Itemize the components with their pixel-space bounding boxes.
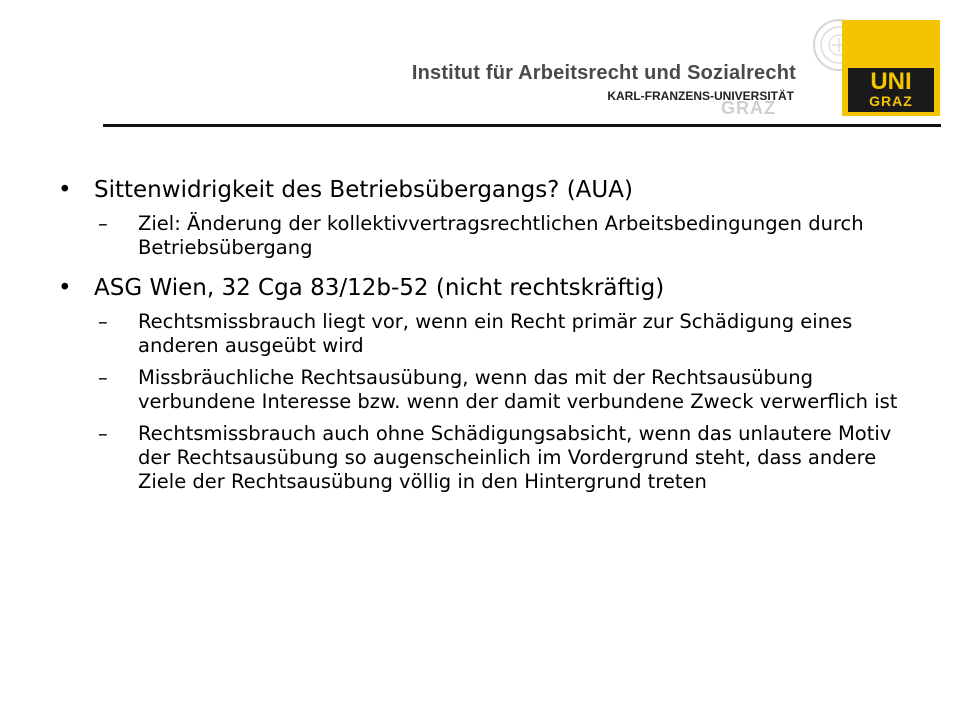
- dash-marker: –: [98, 212, 108, 235]
- dash-marker: –: [98, 366, 108, 389]
- university-name: KARL-FRANZENS-UNIVERSITÄT: [607, 89, 794, 103]
- dash-marker: –: [98, 310, 108, 333]
- header-divider: [103, 124, 941, 127]
- logo-text-graz: GRAZ: [869, 93, 913, 109]
- sub-bullet-item: [58, 366, 918, 414]
- sub-bullet-item: [58, 212, 918, 260]
- bullet-item: [58, 176, 918, 204]
- bullet-text: Sittenwidrigkeit des Betriebsübergangs? (AUA): [94, 177, 633, 203]
- slide-content: [58, 168, 918, 494]
- sub-bullet-text: Rechtsmissbrauch auch ohne Schädigungsabsicht, wenn das unlautere Motiv der Rechtsausübung so augenscheinlich im Vordergrund steht, dass andere Ziele der Rechtsausübung völlig in den Hintergrund treten: [138, 422, 892, 493]
- dash-marker: –: [98, 422, 108, 445]
- sub-bullet-text: Missbräuchliche Rechtsausübung, wenn das mit der Rechtsausübung verbundene Interesse bzw. wenn der damit verbundene Zweck verwerflich ist: [138, 366, 898, 413]
- sub-bullet-item: [58, 422, 918, 494]
- bullet-text: ASG Wien, 32 Cga 83/12b-52 (nicht rechtskräftig): [94, 275, 665, 301]
- sub-bullet-text: Rechtsmissbrauch liegt vor, wenn ein Recht primär zur Schädigung eines anderen ausgeübt wird: [138, 310, 853, 357]
- university-watermark: GRAZ: [721, 98, 776, 118]
- logo-box: [848, 68, 934, 112]
- sub-bullet-item: [58, 310, 918, 358]
- bullet-marker: •: [58, 275, 72, 301]
- uni-graz-logo: [842, 20, 940, 116]
- bullet-item: [58, 274, 918, 302]
- sub-bullet-text: Ziel: Änderung der kollektivvertragsrechtlichen Arbeitsbedingungen durch Betriebsübergang: [138, 212, 864, 259]
- bullet-marker: •: [58, 177, 72, 203]
- institute-title: Institut für Arbeitsrecht und Sozialrecht: [411, 62, 796, 84]
- logo-text-uni: UNI: [870, 68, 912, 95]
